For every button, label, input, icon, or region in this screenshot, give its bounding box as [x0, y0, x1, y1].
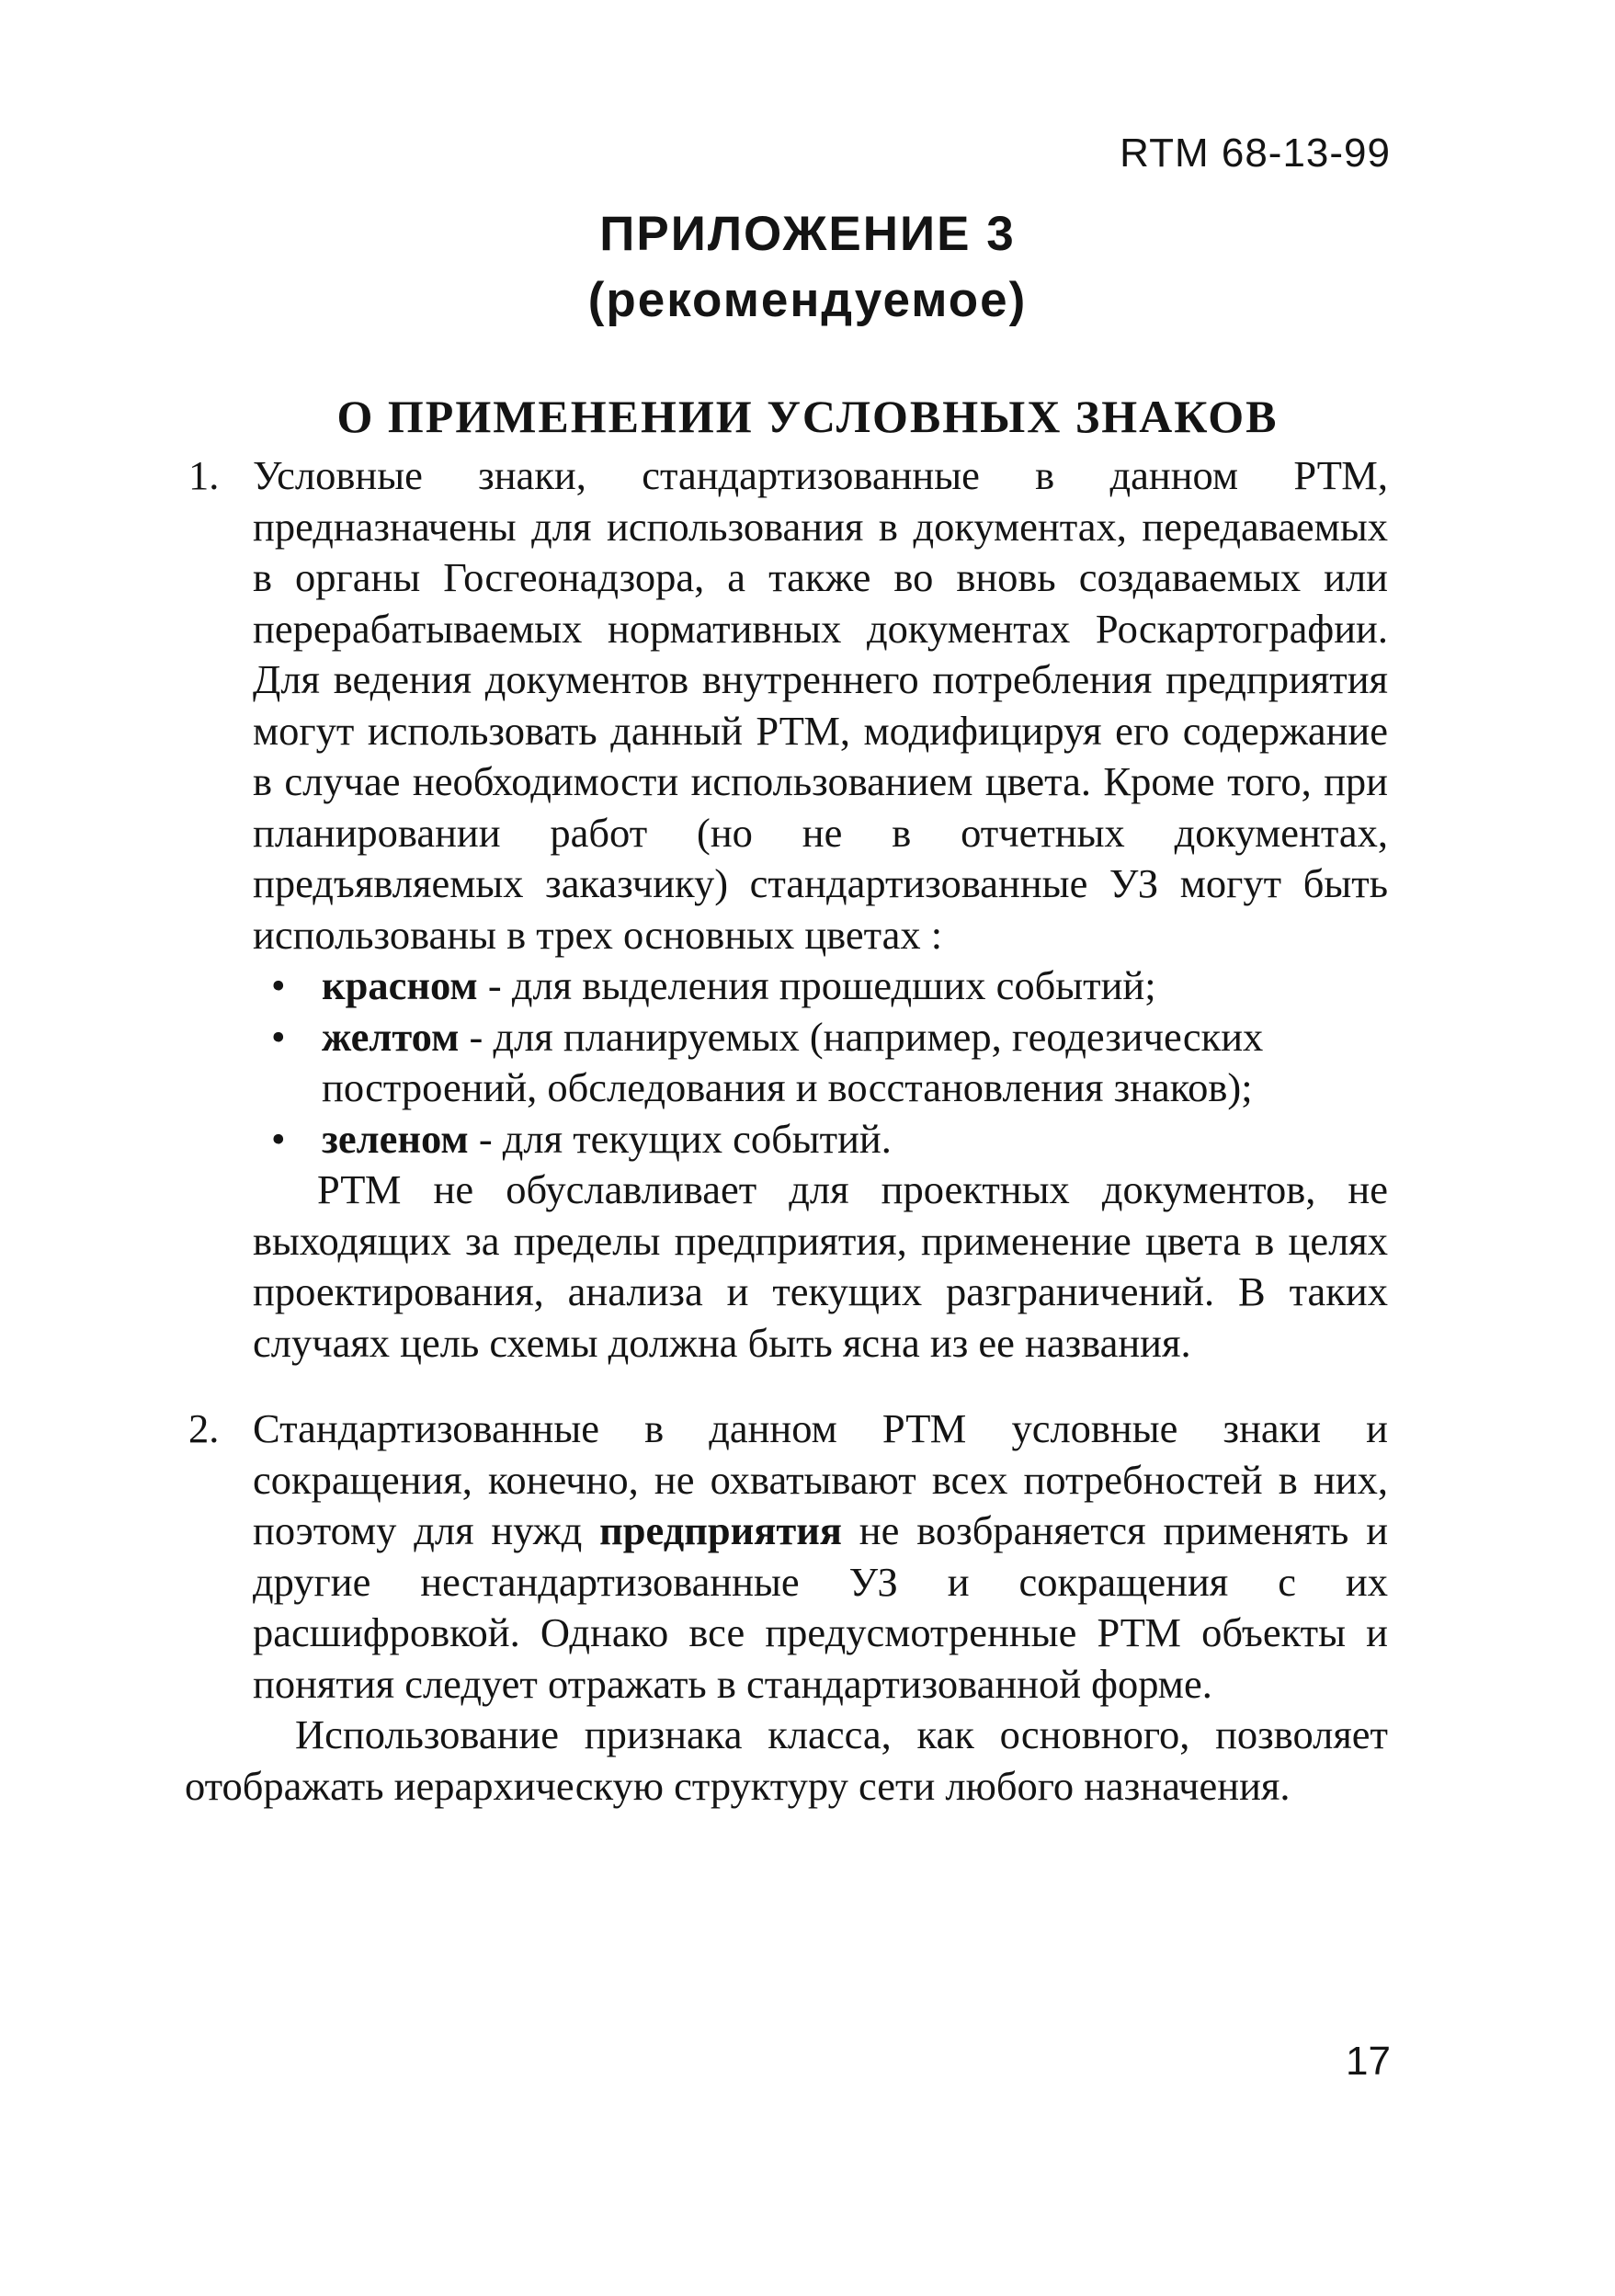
item-2-text: [253, 1404, 1388, 1710]
list-item-1: [188, 450, 1388, 1369]
item-number: 1.: [188, 452, 220, 498]
color-term: красном: [322, 962, 478, 1008]
color-term: зеленом: [322, 1115, 469, 1162]
color-list-item: [253, 1012, 1388, 1114]
bullet-icon: •: [271, 962, 286, 1008]
final-paragraph: Использование признака класса, как основного, позволяет отображать иерархическую структуру сети любого назначения.: [185, 1711, 1388, 1809]
appendix-title: ПРИЛОЖЕНИЕ 3: [599, 207, 1016, 261]
color-description: - для выделения прошедших событий;: [477, 962, 1156, 1008]
color-list-item: [253, 960, 1388, 1012]
item-2-text-end: не возбраняется применять и другие нестандартизованные УЗ и сокращения с их расшифровкой. Однако все предусмотренные РТМ объекты и понятия следует отражать в стандартизованной форме.: [253, 1507, 1389, 1707]
item-number: 2.: [188, 1405, 220, 1451]
item-1-note: РТМ не обуславливает для проектных документов, не выходящих за пределы предприятия, применение цвета в целях проектирования, анализа и текущих разграничений. В таких случаях цель схемы должна быть ясна из ее названия.: [253, 1166, 1388, 1366]
color-list-item: [253, 1114, 1388, 1165]
item-2-emphasis: предприятия: [599, 1507, 842, 1553]
color-term: желтом: [322, 1013, 460, 1060]
section-title: О ПРИМЕНЕНИИ УСЛОВНЫХ ЗНАКОВ: [336, 391, 1279, 442]
color-list: [253, 960, 1388, 1165]
spacer: [188, 1369, 1388, 1404]
list-item-2: [188, 1404, 1388, 1710]
color-description: - для планируемых (например, геодезических построений, обследования и восстановления знаков);: [322, 1013, 1264, 1110]
document-code: RTM 68-13-99: [1120, 131, 1391, 176]
item-2-text-start: Стандартизованные в данном РТМ условные знаки и сокращения, конечно, не охватывают всех потребностей в них, поэтому для нужд: [253, 1405, 1388, 1553]
bullet-icon: •: [271, 1115, 286, 1162]
item-1-text: Условные знаки, стандартизованные в данном РТМ, предназначены для использования в документах, передаваемых в органы Госгеонадзора, а также во вновь создаваемых или перерабатываемых нормативных документах Роскартографии. Для ведения документов внутреннего потребления предприятия могут использовать данный РТМ, модифицируя его содержание в случае необходимости использованием цвета. Кроме того, при планировании работ (но не в отчетных документах, предъявляемых заказчику) стандартизованные УЗ могут быть использованы в трех основных цветах :: [253, 452, 1388, 958]
document-body: [185, 450, 1389, 1812]
color-description: - для текущих событий.: [468, 1115, 892, 1162]
bullet-icon: •: [271, 1013, 286, 1060]
appendix-subtitle: (рекомендуемое): [587, 273, 1028, 327]
page-number: 17: [1346, 2039, 1391, 2084]
